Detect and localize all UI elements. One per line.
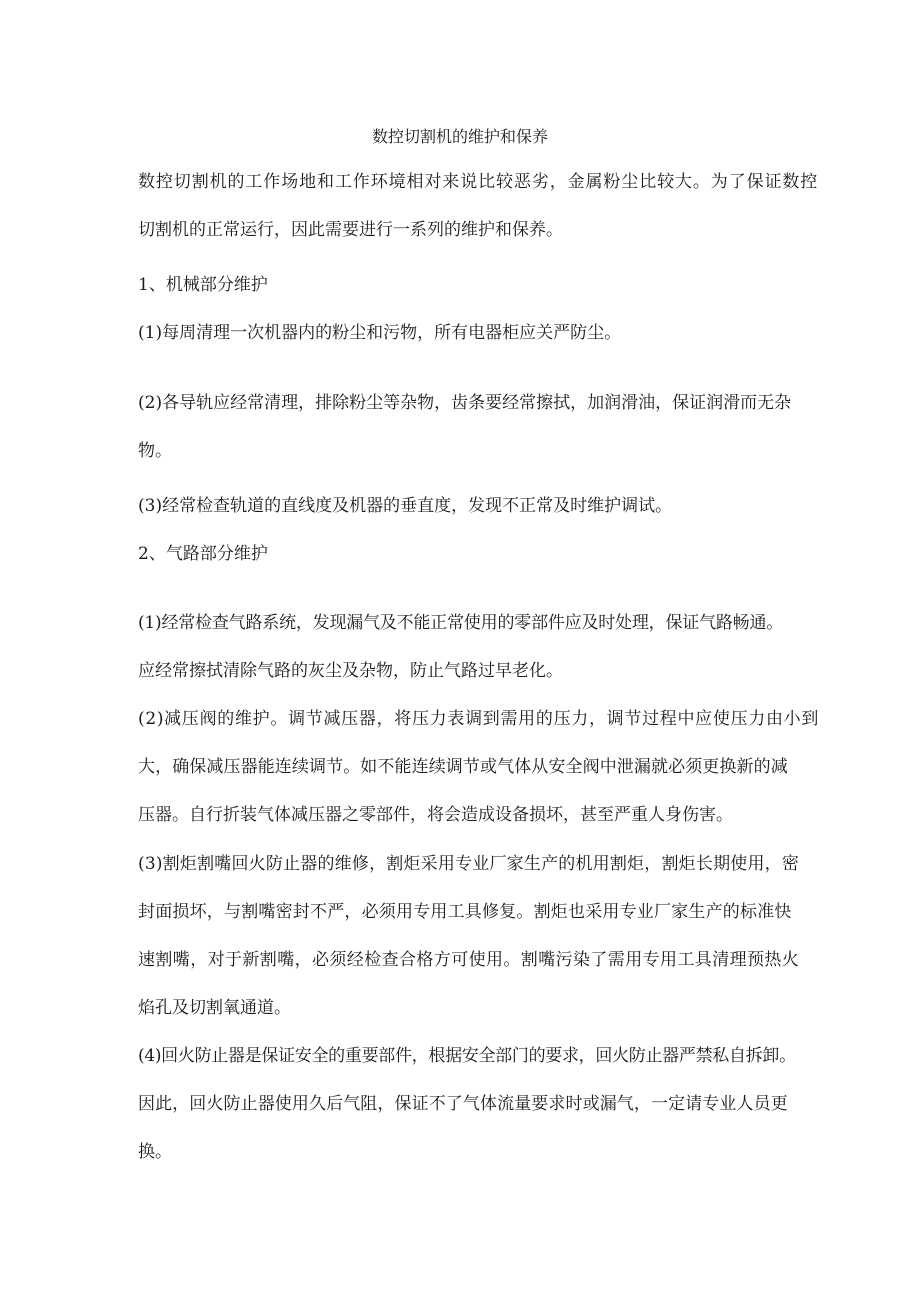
intro-line-1: 数控切割机的工作场地和工作环境相对来说比较恶劣，金属粉尘比较大。为了保证数控 [138,172,819,192]
pneu-item-4-line-1: (4)回火防止器是保证安全的重要部件，根据安全部门的要求，回火防止器严禁私自拆卸。 [138,1046,796,1066]
intro-line-2: 切割机的正常运行，因此需要进行一系列的维护和保养。 [138,220,563,240]
document-title: 数控切割机的维护和保养 [371,127,548,146]
pneu-item-1-line-1: (1)经常检查气路系统，发现漏气及不能正常使用的零部件应及时处理，保证气路畅通。 [138,613,784,633]
pneu-item-3-line-2: 封面损坏，与割嘴密封不严，必须用专用工具修复。割炬也采用专业厂家生产的标准快 [138,902,792,922]
pneu-item-3-line-1: (3)割炬割嘴回火防止器的维修，割炬采用专业厂家生产的机用割炬，割炬长期使用，密 [138,854,800,874]
pneu-item-1-line-2: 应经常擦拭清除气路的灰尘及杂物，防止气路过早老化。 [138,661,563,681]
mech-item-2-line-2: 物。 [138,441,172,461]
pneu-item-4-line-2: 因此，回火防止器使用久后气阻，保证不了气体流量要求时或漏气，一定请专业人员更 [138,1094,788,1114]
pneu-item-2-line-2: 大，确保减压器能连续调节。如不能连续调节或气体从安全阀中泄漏就必须更换新的减 [138,757,788,777]
pneu-item-2-line-3: 压器。自行折装气体减压器之零部件，将会造成设备损坏，甚至严重人身伤害。 [138,805,733,825]
section-heading-pneumatic: 2、气路部分维护 [138,544,268,564]
mech-item-2-line-1: (2)各导轨应经常清理，排除粉尘等杂物，齿条要经常擦拭，加润滑油，保证润滑而无杂 [138,393,792,413]
mech-item-3: (3)经常检查轨道的直线度及机器的垂直度，发现不正常及时维护调试。 [138,496,673,516]
pneu-item-2-line-1: (2)减压阀的维护。调节减压器，将压力表调到需用的压力，调节过程中应使压力由小到 [138,709,820,729]
pneu-item-4-line-3: 换。 [138,1142,172,1162]
mech-item-1: (1)每周清理一次机器内的粉尘和污物，所有电器柜应关严防尘。 [138,323,622,343]
pneu-item-3-line-3: 速割嘴，对于新割嘴，必须经检查合格方可使用。割嘴污染了需用专用工具清理预热火 [138,950,800,970]
pneu-item-3-line-4: 焰孔及切割氧通道。 [138,998,291,1018]
section-heading-mechanical: 1、机械部分维护 [138,275,268,295]
